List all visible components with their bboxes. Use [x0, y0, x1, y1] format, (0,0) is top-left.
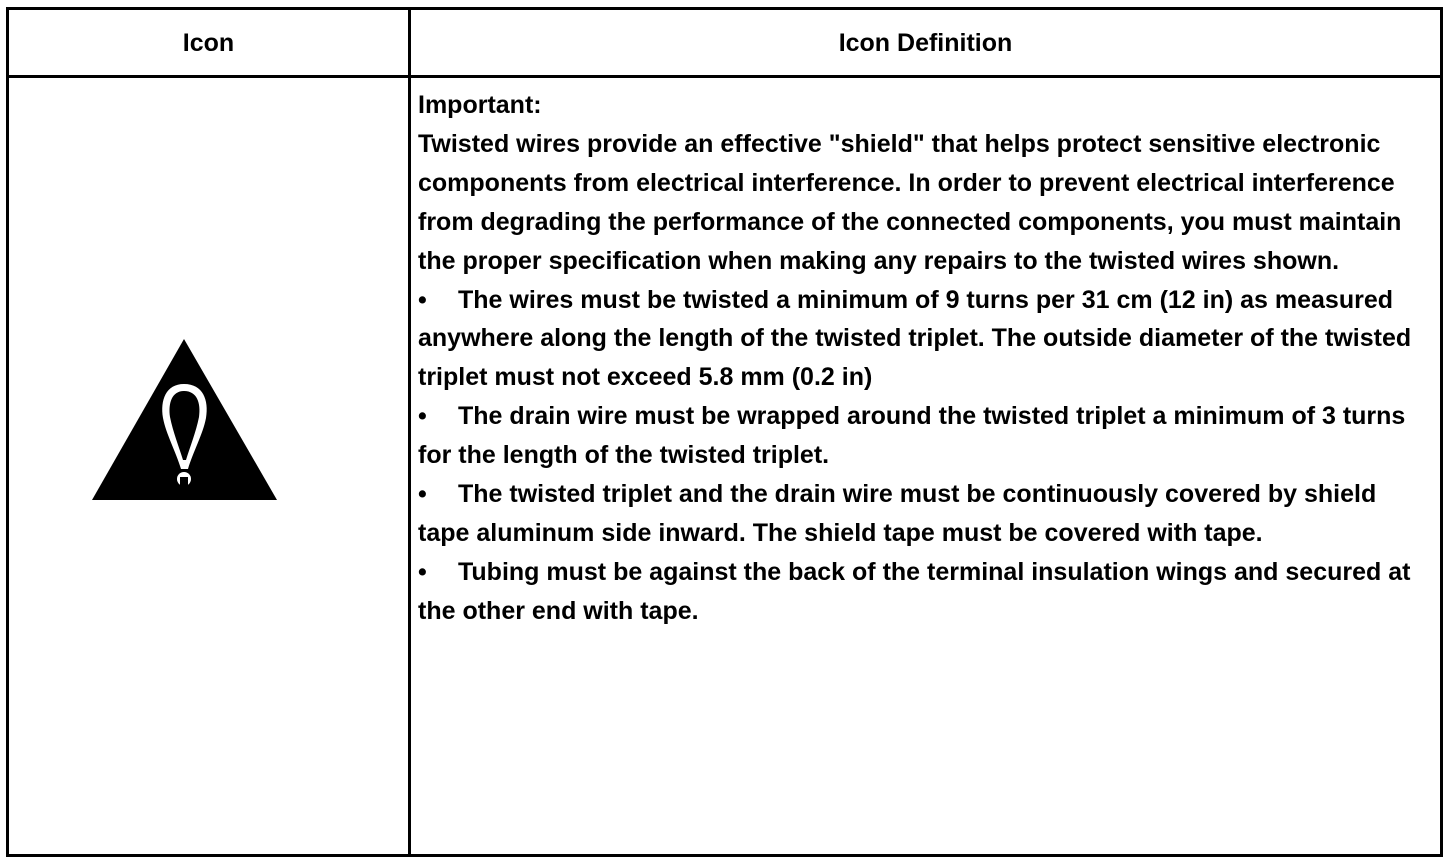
bullet-item — [418, 397, 1418, 475]
table-header-row — [9, 10, 1440, 78]
bullet-item — [418, 475, 1418, 553]
bullet-item — [418, 553, 1418, 631]
column-divider — [408, 10, 411, 854]
bullet-text: The drain wire must be wrapped around the twisted triplet a minimum of 3 turns for the length of the twisted triplet. — [418, 402, 1406, 470]
intro-paragraph: Twisted wires provide an effective "shield" that helps protect sensitive electronic components from electrical interference. In order to prevent electrical interference from degrading the performance of the connected components, you must maintain the proper specification when making any repairs to the twisted wires shown. — [418, 129, 1402, 275]
bullet-mark: • — [418, 480, 427, 509]
icon-cell — [9, 78, 408, 854]
warning-exclamation-icon — [92, 339, 277, 500]
header-icon-definition: Icon Definition — [838, 29, 1013, 57]
header-icon: Icon — [182, 29, 235, 57]
definition-cell — [418, 86, 1418, 631]
bullet-text: The wires must be twisted a minimum of 9 turns per 31 cm (12 in) as measured anywhere along the length of the twisted triplet. The outside diameter of the twisted triplet must not exceed 5.8 mm (0.2 in) — [418, 285, 1412, 392]
bullet-text: Tubing must be against the back of the terminal insulation wings and secured at the other end with tape. — [418, 557, 1411, 625]
bullet-item — [418, 281, 1418, 398]
bullet-mark: • — [418, 557, 427, 586]
bullet-mark: • — [418, 402, 427, 431]
bullet-text: The twisted triplet and the drain wire must be continuously covered by shield tape aluminum side inward. The shield tape must be covered with tape. — [418, 480, 1377, 547]
bullet-mark: • — [418, 285, 427, 314]
important-title: Important: — [418, 91, 542, 119]
